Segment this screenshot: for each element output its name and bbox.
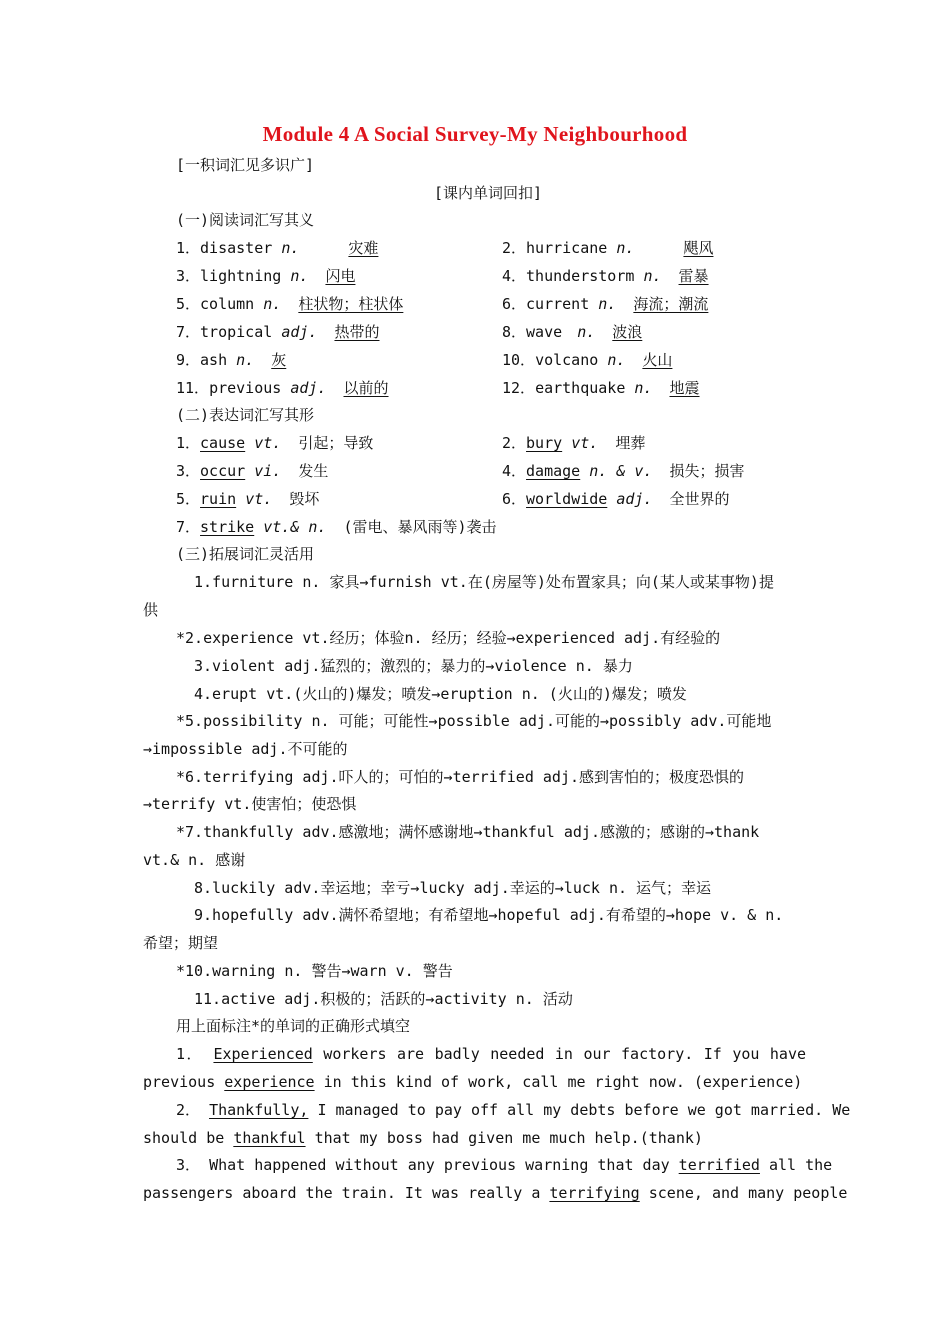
answer: 火山	[642, 351, 673, 369]
answer: thankful	[233, 1129, 306, 1147]
vocab-item: 12．earthquake n. 地震	[502, 379, 700, 397]
vocab-item: 1．disaster n. 灾难	[176, 239, 379, 257]
exercise-q1-line2: previous experience in this kind of work, call me right now. (experience)	[143, 1073, 803, 1091]
extension-line: 4.erupt vt.(火山的)爆发；喷发→eruption n. (火山的)爆发；喷发	[194, 685, 687, 703]
answer: 波浪	[612, 323, 643, 341]
vocab-item: 5．column n. 柱状物；柱状体	[176, 295, 404, 313]
vocab-item: 6．current n. 海流；潮流	[502, 295, 709, 313]
extension-line: *10.warning n. 警告→warn v. 警告	[176, 962, 453, 980]
vocab-item: 2．bury vt. 埋葬	[502, 434, 646, 452]
extension-line: 9.hopefully adv.满怀希望地；有希望地→hopeful adj.有希望的→hope v. & n.	[194, 906, 784, 924]
vocab-item: 5．ruin vt. 毁坏	[176, 490, 320, 508]
extension-line: 3.violent adj.猛烈的；激烈的；暴力的→violence n. 暴力	[194, 657, 633, 675]
answer: 热带的	[334, 323, 380, 341]
answer: 海流；潮流	[633, 295, 709, 313]
extension-line: 8.luckily adv.幸运地；幸亏→lucky adj.幸运的→luck n. 运气；幸运	[194, 879, 712, 897]
extension-line: →impossible adj.不可能的	[143, 740, 348, 758]
extension-line: *5.possibility n. 可能；可能性→possible adj.可能的→possibly adv.可能地	[176, 712, 772, 730]
vocab-item: 2．hurricane n. 飓风	[502, 239, 714, 257]
extension-line: 1.furniture n. 家具→furnish vt.在(房屋等)处布置家具；向(某人或某事物)提	[194, 573, 774, 591]
vocab-item: 4．damage n. & v. 损失；损害	[502, 462, 745, 480]
vocab-item: 6．worldwide adj. 全世界的	[502, 490, 730, 508]
extension-line: →terrify vt.使害怕；使恐惧	[143, 795, 357, 813]
exercise-q2-line1: 2． Thankfully, I managed to pay off all my debts before we got married. We	[176, 1101, 851, 1119]
section-label: [一积词汇见多识广]	[176, 156, 315, 174]
answer: 以前的	[343, 379, 389, 397]
answer: 雷暴	[678, 267, 709, 285]
section-subtitle: [课内单词回扣]	[434, 184, 543, 202]
vocab-item: 7．tropical adj. 热带的	[176, 323, 380, 341]
vocab-item: 10．volcano n. 火山	[502, 351, 673, 369]
vocab-item: 1．cause vt. 引起；导致	[176, 434, 374, 452]
answer: 地震	[669, 379, 700, 397]
answer: occur	[200, 462, 246, 480]
part1-heading: (一)阅读词汇写其义	[176, 211, 315, 229]
answer: ruin	[200, 490, 237, 508]
extension-line: 希望；期望	[143, 934, 219, 952]
exercise-q3-line1: 3． What happened without any previous warning that day terrified all the	[176, 1156, 833, 1174]
answer: experience	[224, 1073, 315, 1091]
vocab-item: 8．wave n. 波浪	[502, 323, 643, 341]
exercise-q3-line2: passengers aboard the train. It was really a terrifying scene, and many people	[143, 1184, 848, 1202]
answer: Experienced	[213, 1045, 313, 1063]
answer: cause	[200, 434, 246, 452]
page-title: Module 4 A Social Survey-My Neighbourhood	[262, 122, 688, 146]
exercise-q1-line1: 1． Experienced workers are badly needed in our factory. If you have	[176, 1045, 807, 1063]
answer: terrified	[678, 1156, 760, 1174]
vocab-item: 9．ash n. 灰	[176, 351, 287, 369]
answer: bury	[526, 434, 563, 452]
extension-line: *7.thankfully adv.感激地；满怀感谢地→thankful adj.感激的；感谢的→thank	[176, 823, 760, 841]
answer: strike	[200, 518, 255, 536]
extension-line: *2.experience vt.经历；体验n. 经历；经验→experienced adj.有经验的	[176, 629, 721, 647]
extension-line: *6.terrifying adj.吓人的；可怕的→terrified adj.感到害怕的；极度恐惧的	[176, 768, 745, 786]
vocab-item: 11．previous adj. 以前的	[176, 379, 389, 397]
answer: 灰	[271, 351, 287, 369]
extension-line: 11.active adj.积极的；活跃的→activity n. 活动	[194, 990, 573, 1008]
answer: 飓风	[683, 239, 714, 257]
answer: 灾难	[348, 239, 379, 257]
answer: 闪电	[325, 267, 356, 285]
answer: damage	[526, 462, 581, 480]
part3-heading: (三)拓展词汇灵活用	[176, 545, 315, 563]
vocab-item: 3．occur vi. 发生	[176, 462, 329, 480]
vocab-item: 7．strike vt.& n. (雷电、暴风雨等)袭击	[176, 518, 497, 536]
answer: terrifying	[549, 1184, 640, 1202]
exercise-heading: 用上面标注*的单词的正确形式填空	[176, 1017, 411, 1035]
extension-line: 供	[143, 601, 159, 619]
answer: 柱状物；柱状体	[298, 295, 404, 313]
extension-line: vt.& n. 感谢	[143, 851, 246, 869]
part2-heading: (二)表达词汇写其形	[176, 406, 315, 424]
exercise-q2-line2: should be thankful that my boss had given me much help.(thank)	[143, 1129, 703, 1147]
answer: worldwide	[526, 490, 608, 508]
answer: Thankfully,	[209, 1101, 309, 1119]
vocab-item: 3．lightning n. 闪电	[176, 267, 356, 285]
vocab-item: 4．thunderstorm n. 雷暴	[502, 267, 709, 285]
